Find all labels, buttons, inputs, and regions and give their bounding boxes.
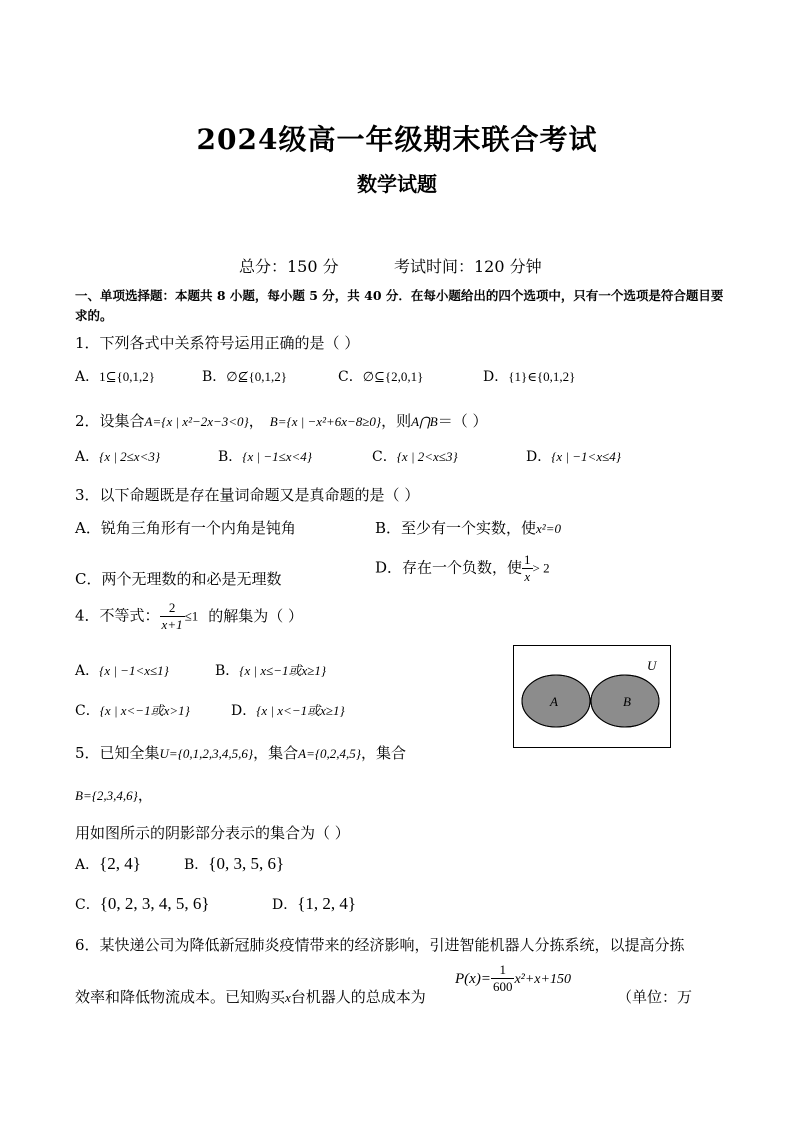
option-label: B． <box>184 857 209 873</box>
q5-prefix: 5．已知全集 <box>75 744 160 762</box>
q5-option-b[interactable] <box>184 854 284 874</box>
question-4-stem <box>75 600 303 633</box>
question-6-line1: 6．某快递公司为降低新冠肺炎疫情带来的经济影响，引进智能机器人分拣系统，以提高分拣 <box>75 936 685 954</box>
q4-post: 的解集为（ ） <box>208 606 304 625</box>
option-label: A． <box>75 857 100 873</box>
question-5-stem <box>75 742 406 763</box>
option-label: C． <box>75 703 100 719</box>
q4-prefix: 4．不等式： <box>75 606 160 625</box>
option-label: C． <box>75 897 100 913</box>
option-math: {x | −1<x≤1} <box>99 663 169 678</box>
option-label: D． <box>272 897 298 913</box>
q4-option-b[interactable] <box>215 660 326 680</box>
question-1-stem: 1．下列各式中关系符号运用正确的是（ ） <box>75 334 360 352</box>
question-5-line3: 用如图所示的阴影部分表示的集合为（ ） <box>75 824 350 842</box>
intersection-expr: A⋂B <box>411 414 438 429</box>
q2-option-b[interactable] <box>218 446 312 466</box>
page-subtitle: 数学试题 <box>357 172 437 196</box>
option-text: B．至少有一个实数，使 <box>375 519 537 537</box>
option-math: ∅⊈{0,1,2} <box>226 369 287 384</box>
q2-sep: ， <box>248 412 264 430</box>
q2-option-c[interactable] <box>372 446 458 466</box>
page-title: 2024级高一年级期末联合考试 <box>196 123 598 156</box>
q6-unit: （单位：万 <box>617 988 693 1006</box>
question-3-stem: 3．以下命题既是存在量词命题又是真命题的是（ ） <box>75 486 420 504</box>
q6-text-b: 台机器人的总成本为 <box>290 988 426 1006</box>
denominator: 600 <box>492 979 513 994</box>
option-math: {0, 3, 5, 6} <box>208 854 285 873</box>
set-a-expr: A={x | x²−2x−3<0} <box>144 414 249 429</box>
total-score: 总分：150 分 <box>239 257 339 276</box>
q2-post: ，则 <box>381 412 412 430</box>
option-math: {1}∈{0,1,2} <box>508 369 576 384</box>
q4-option-c[interactable] <box>75 700 190 720</box>
venn-label-a: A <box>550 694 558 709</box>
venn-label-b: B <box>623 694 631 709</box>
formula-rhs: x²+x+150 <box>514 972 571 987</box>
option-label: A． <box>75 663 100 679</box>
q5-mid: ，集合 <box>253 744 299 762</box>
option-label: D． <box>231 703 257 719</box>
option-math: > 2 <box>532 560 550 576</box>
numerator: 2 <box>168 600 176 615</box>
exam-time: 考试时间：120 分钟 <box>394 257 542 276</box>
q2-end: ＝（ ） <box>437 412 488 430</box>
q2-prefix: 2．设集合 <box>75 412 145 430</box>
cost-formula <box>455 962 571 995</box>
option-label: D． <box>483 369 509 385</box>
option-label: B． <box>202 369 227 385</box>
fraction <box>491 962 515 995</box>
option-math: {x | 2<x≤3} <box>396 449 458 464</box>
option-math: {1, 2, 4} <box>297 894 357 913</box>
section-heading: 一、单项选择题：本题共 8 小题，每小题 5 分，共 40 分．在每小题给出的四个选项中，只有一个选项是符合题目要求的。 <box>75 288 724 323</box>
q1-option-d[interactable] <box>483 366 575 386</box>
option-math: ∅⊆{2,0,1} <box>362 369 424 384</box>
q4-option-d[interactable] <box>231 700 345 720</box>
set-a: A={0,2,4,5} <box>298 746 361 761</box>
option-math: {0, 2, 3, 4, 5, 6} <box>99 894 210 913</box>
option-label: B． <box>218 449 243 465</box>
set-b: B={2,3,4,6} <box>75 788 138 803</box>
option-math: {x | 2≤x<3} <box>99 449 161 464</box>
option-math: {x | x≤−1或x≥1} <box>239 663 327 678</box>
option-label: A． <box>75 449 100 465</box>
fraction <box>522 552 533 585</box>
option-label: D． <box>526 449 552 465</box>
option-label: C． <box>372 449 397 465</box>
q1-option-b[interactable] <box>202 366 287 386</box>
fraction <box>160 600 185 633</box>
option-label: B． <box>215 663 240 679</box>
q3-option-d[interactable] <box>375 552 550 585</box>
question-6-line2 <box>75 986 426 1007</box>
option-math: {x | x<−1或x>1} <box>99 703 190 718</box>
venn-diagram <box>513 645 671 749</box>
option-math: {2, 4} <box>99 854 141 873</box>
q3-option-b[interactable] <box>375 517 561 538</box>
formula-lhs: P(x)= <box>455 971 491 987</box>
q5-option-c[interactable] <box>75 894 210 914</box>
option-math: {x | x<−1或x≥1} <box>256 703 345 718</box>
q3-option-a[interactable]: A．锐角三角形有一个内角是钝角 <box>75 519 296 537</box>
question-5-set-b <box>75 784 153 805</box>
q6-text-a: 效率和降低物流成本。已知购买 <box>75 988 286 1006</box>
q1-option-c[interactable] <box>338 366 423 386</box>
option-math: {x | −1<x≤4} <box>551 449 621 464</box>
numerator: 1 <box>524 552 531 567</box>
set-b-expr: B={x | −x²+6x−8≥0} <box>269 414 382 429</box>
q3-option-c[interactable]: C．两个无理数的和必是无理数 <box>75 570 282 588</box>
option-math: x²=0 <box>536 521 561 536</box>
q4-option-a[interactable] <box>75 660 169 680</box>
question-2-stem <box>75 410 487 431</box>
option-math: 1⊆{0,1,2} <box>99 369 155 384</box>
q2-option-a[interactable] <box>75 446 160 466</box>
option-label: A． <box>75 369 100 385</box>
q5-option-d[interactable] <box>272 894 356 914</box>
q6-variable: x <box>285 990 291 1005</box>
q5-option-a[interactable] <box>75 854 141 874</box>
venn-label-u: U <box>647 658 657 673</box>
numerator: 1 <box>499 962 506 977</box>
denominator: x+1 <box>161 617 183 632</box>
option-math: {x | −1≤x<4} <box>242 449 312 464</box>
option-text: D．存在一个负数，使 <box>375 558 523 577</box>
q2-option-d[interactable] <box>526 446 621 466</box>
denominator: x <box>522 568 533 585</box>
relation: ≤1 <box>184 608 199 624</box>
universal-set: U={0,1,2,3,4,5,6} <box>159 746 254 761</box>
q5-post: ，集合 <box>361 744 407 762</box>
q1-option-a[interactable] <box>75 366 155 386</box>
option-label: C． <box>338 369 363 385</box>
q5-comma: ， <box>137 786 153 804</box>
